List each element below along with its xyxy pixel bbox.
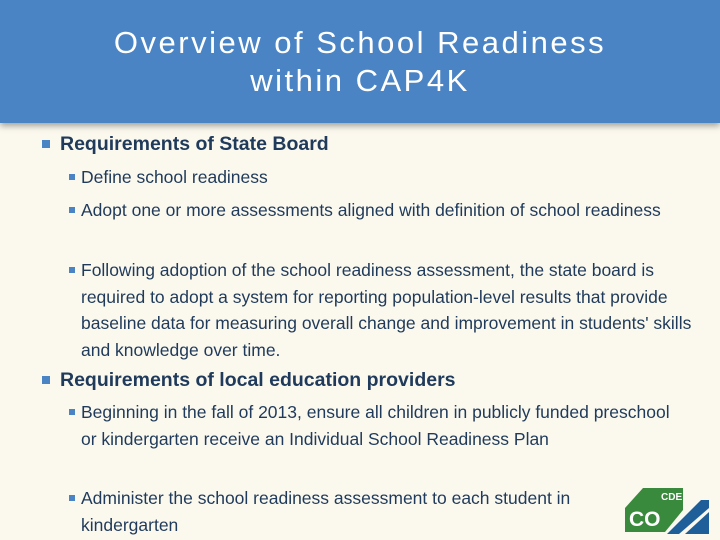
cde-logo [615,480,711,536]
logo-top-text: CDE [661,492,683,503]
bullet-local-providers [60,367,700,394]
sub-bullet [81,164,701,191]
slide-header [0,0,720,123]
logo-main-text: CO [629,508,661,531]
bullet-square-icon [69,174,75,180]
bullet-state-board [60,131,700,158]
bullet-square-icon [42,376,50,384]
sub-bullet-text: Administer the school readiness assessment to each student in kindergarten [81,488,571,535]
sub-bullet-text: Beginning in the fall of 2013, ensure all children in publicly funded preschool or kindergarten receive an Individual School Readiness Plan [81,402,670,449]
bullet-square-icon [69,409,75,415]
bullet-heading: Requirements of local education providers [60,369,456,391]
bullet-square-icon [69,267,75,273]
bullet-square-icon [42,140,50,148]
bullet-square-icon [69,495,75,501]
sub-bullet-text: Define school readiness [81,167,268,187]
sub-bullet [81,257,701,363]
sub-bullet-text: Adopt one or more assessments aligned with definition of school readiness [81,200,661,220]
slide-title: Overview of School Readiness within CAP4K [113,24,607,98]
sub-bullet [81,197,681,224]
bullet-heading: Requirements of State Board [60,133,329,155]
bullet-square-icon [69,207,75,213]
sub-bullet [81,485,636,538]
sub-bullet [81,399,681,452]
sub-bullet-text: Following adoption of the school readiness assessment, the state board is required to adopt a system for reporting population-level results that provide baseline data for measuring overall change and improvement in students' skills and knowledge over time. [81,260,692,360]
